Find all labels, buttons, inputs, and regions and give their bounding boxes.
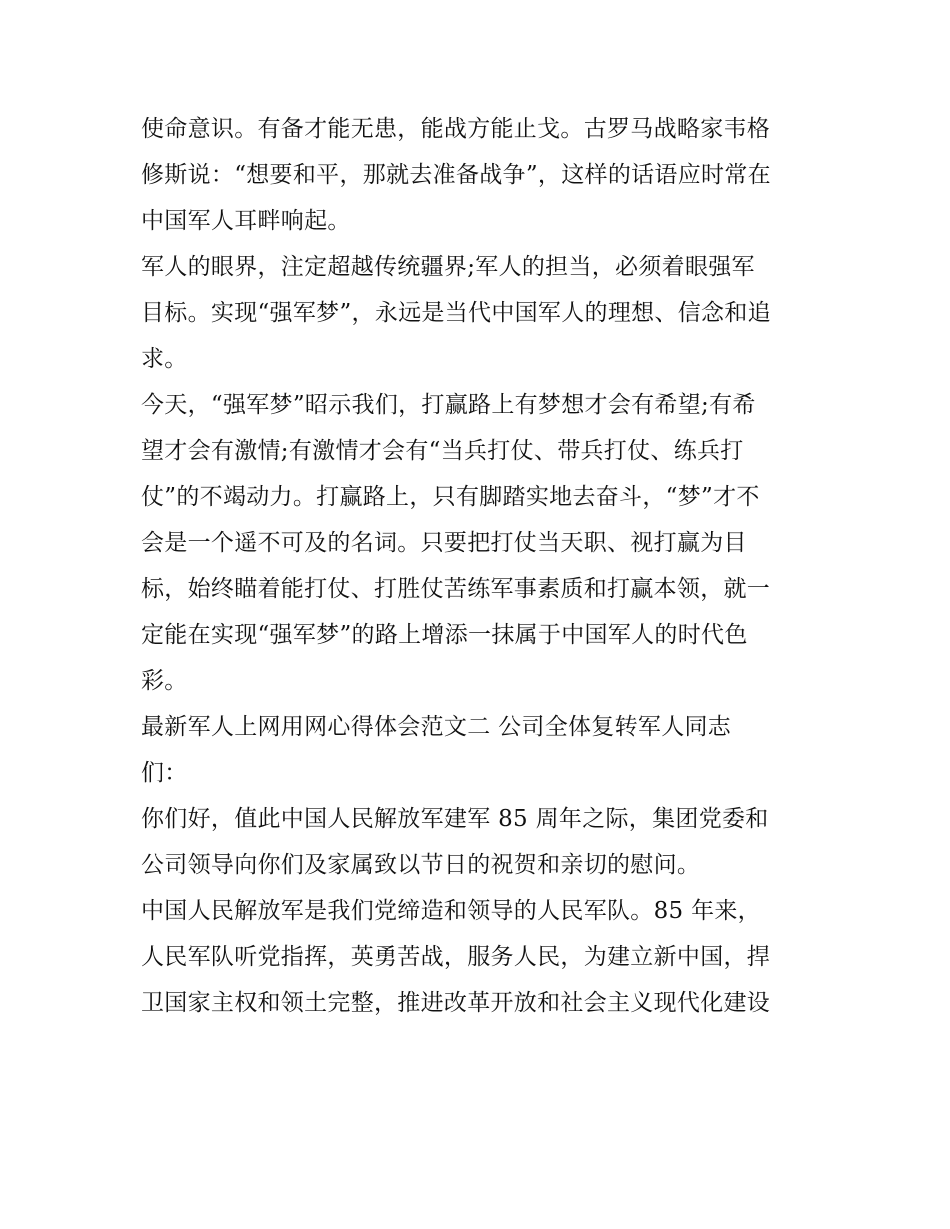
text-line: 中国军人耳畔响起。 [141,208,351,234]
text-line: 公司领导向你们及家属致以节日的祝贺和亲切的慰问。 [141,852,701,878]
text-line: 修斯说：“想要和平，那就去准备战争”，这样的话语应时常在 [141,162,771,188]
text-line: 们： [141,760,188,786]
document-body [141,106,831,1026]
text-line: 会是一个遥不可及的名词。只要把打仗当天职、视打赢为目 [141,530,747,556]
text-line: 今天，“强军梦”昭示我们，打赢路上有梦想才会有希望;有希 [141,392,756,418]
text-line: 求。 [141,346,188,372]
text-line: 彩。 [141,668,188,694]
text-line: 卫国家主权和领土完整，推进改革开放和社会主义现代化建设 [141,990,771,1016]
text-line: 你们好，值此中国人民解放军建军 85 周年之际，集团党委和 [141,806,769,832]
text-line: 仗”的不竭动力。打赢路上，只有脚踏实地去奋斗，“梦”才不 [141,484,760,510]
text-line: 标，始终瞄着能打仗、打胜仗苦练军事素质和打赢本领，就一 [141,576,771,602]
section-heading-line: 最新军人上网用网心得体会范文二 公司全体复转军人同志 [141,714,732,740]
text-line: 目标。实现“强军梦”，永远是当代中国军人的理想、信念和追 [141,300,771,326]
text-line: 定能在实现“强军梦”的路上增添一抹属于中国军人的时代色 [141,622,748,648]
text-line: 军人的眼界，注定超越传统疆界;军人的担当，必须着眼强军 [141,254,755,280]
text-line: 中国人民解放军是我们党缔造和领导的人民军队。85 年来， [141,898,761,924]
text-line: 望才会有激情;有激情才会有“当兵打仗、带兵打仗、练兵打 [141,438,744,464]
text-line: 人民军队听党指挥，英勇苦战，服务人民，为建立新中国，捍 [141,944,771,970]
text-line: 使命意识。有备才能无患，能战方能止戈。古罗马战略家韦格 [141,116,771,142]
